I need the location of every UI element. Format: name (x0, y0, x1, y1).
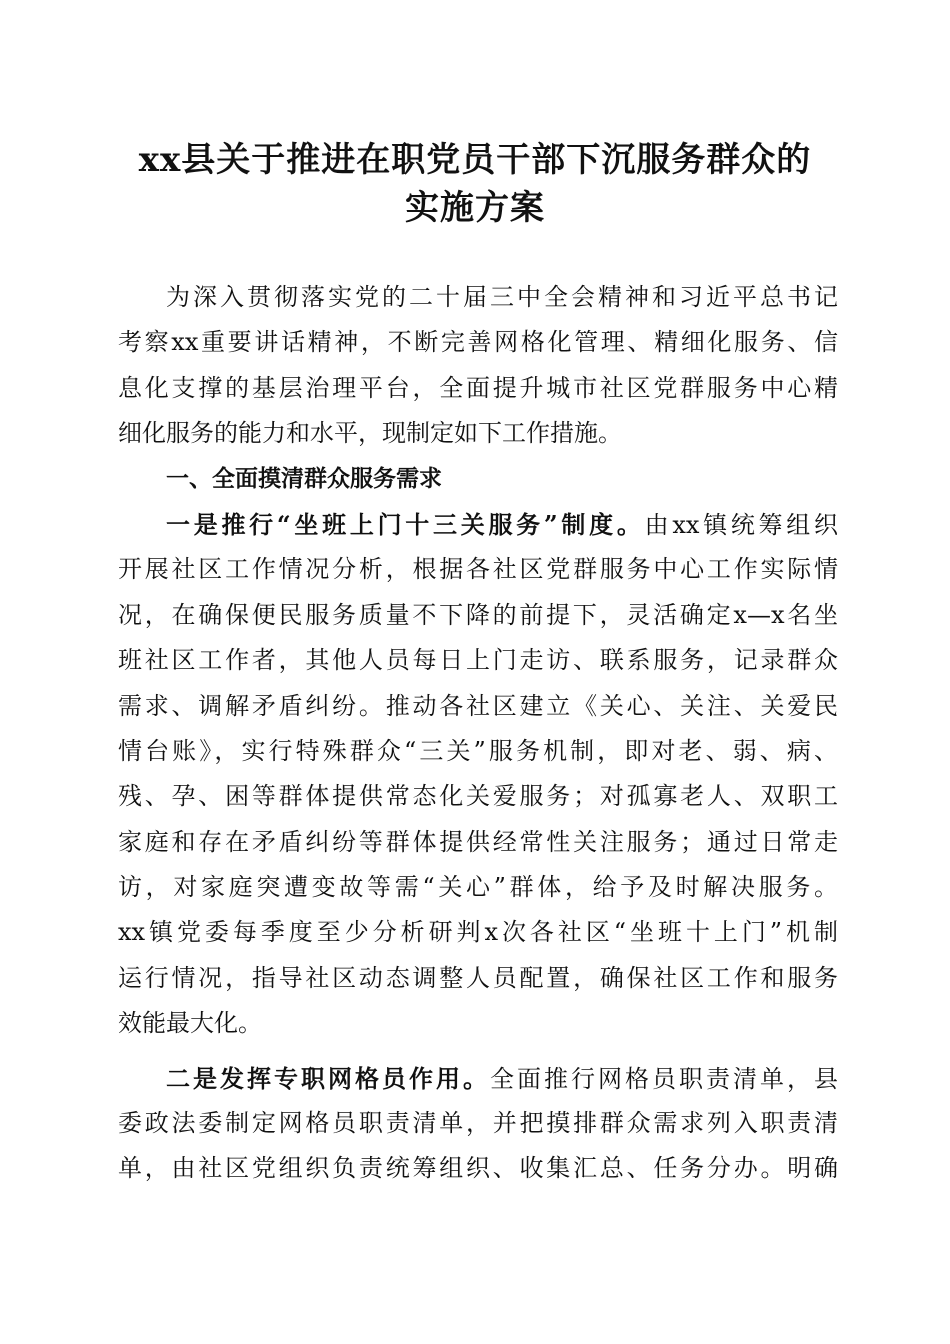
line-text: 家庭和存在矛盾纠纷等群体提供经常性关注服务；通过日常走 (118, 827, 838, 856)
line-text: xx镇党委每季度至少分析研判x次各社区“坐班十上门”机制 (118, 918, 838, 947)
line-text: 开展社区工作情况分析，根据各社区党群服务中心工作实际情 (118, 555, 838, 584)
body-line (118, 1056, 838, 1101)
line-text: 情台账》，实行特殊群众“三关”服务机制，即对老、弱、病、 (118, 736, 838, 765)
body-line (118, 1101, 838, 1146)
body-line (118, 320, 838, 365)
document-body (118, 275, 838, 1192)
body-line (118, 956, 838, 1001)
line-text: 由xx镇统筹组织 (644, 510, 838, 539)
line-text: 考察xx重要讲话精神，不断完善网格化管理、精细化服务、信 (118, 328, 838, 357)
body-line (118, 1146, 838, 1191)
body-line (118, 729, 838, 774)
body-line (118, 593, 838, 638)
line-text: 访，对家庭突遭变故等需“关心”群体，给予及时解决服务。 (118, 873, 838, 902)
line-text: 单，由社区党组织负责统筹组织、收集汇总、任务分办。明确 (118, 1154, 838, 1183)
document-title-line-2: 实施方案 (405, 188, 545, 228)
body-line (118, 638, 838, 683)
body-line (118, 774, 838, 819)
paragraph-lead: 一是推行“坐班上门十三关服务”制度。 (166, 509, 645, 539)
paragraph-lead: 二是发挥专职网格员作用。 (166, 1063, 490, 1093)
line-text: 全面推行网格员职责清单，县 (490, 1064, 838, 1093)
body-line (118, 275, 838, 320)
line-text: 一、全面摸清群众服务需求 (166, 465, 442, 492)
body-line (118, 411, 838, 456)
line-text: 委政法委制定网格员职责清单，并把摸排群众需求列入职责清 (118, 1109, 838, 1138)
paragraph-gap (118, 1047, 838, 1056)
document-title-line-1: xx县关于推进在职党员干部下沉服务群众的 (138, 140, 812, 180)
line-text: 细化服务的能力和水平，现制定如下工作措施。 (118, 419, 622, 448)
body-line (118, 547, 838, 592)
line-text: 息化支撑的基层治理平台，全面提升城市社区党群服务中心精 (118, 373, 838, 402)
body-line (118, 865, 838, 910)
line-text: 效能最大化。 (118, 1009, 262, 1038)
body-line (118, 502, 838, 547)
line-text: 况，在确保便民服务质量不下降的前提下，灵活确定x—x名坐 (118, 600, 838, 629)
body-line (118, 366, 838, 411)
body-line (118, 910, 838, 955)
line-text: 班社区工作者，其他人员每日上门走访、联系服务，记录群众 (118, 646, 838, 675)
line-text: 需求、调解矛盾纠纷。推动各社区建立《关心、关注、关爱民 (118, 691, 838, 720)
body-line (118, 1001, 838, 1046)
section-heading (118, 457, 838, 502)
body-line (118, 684, 838, 729)
body-line (118, 820, 838, 865)
line-text: 运行情况，指导社区动态调整人员配置，确保社区工作和服务 (118, 963, 838, 992)
line-text: 为深入贯彻落实党的二十届三中全会精神和习近平总书记 (166, 283, 838, 311)
line-text: 残、孕、困等群体提供常态化关爱服务；对孤寡老人、双职工 (118, 782, 838, 811)
